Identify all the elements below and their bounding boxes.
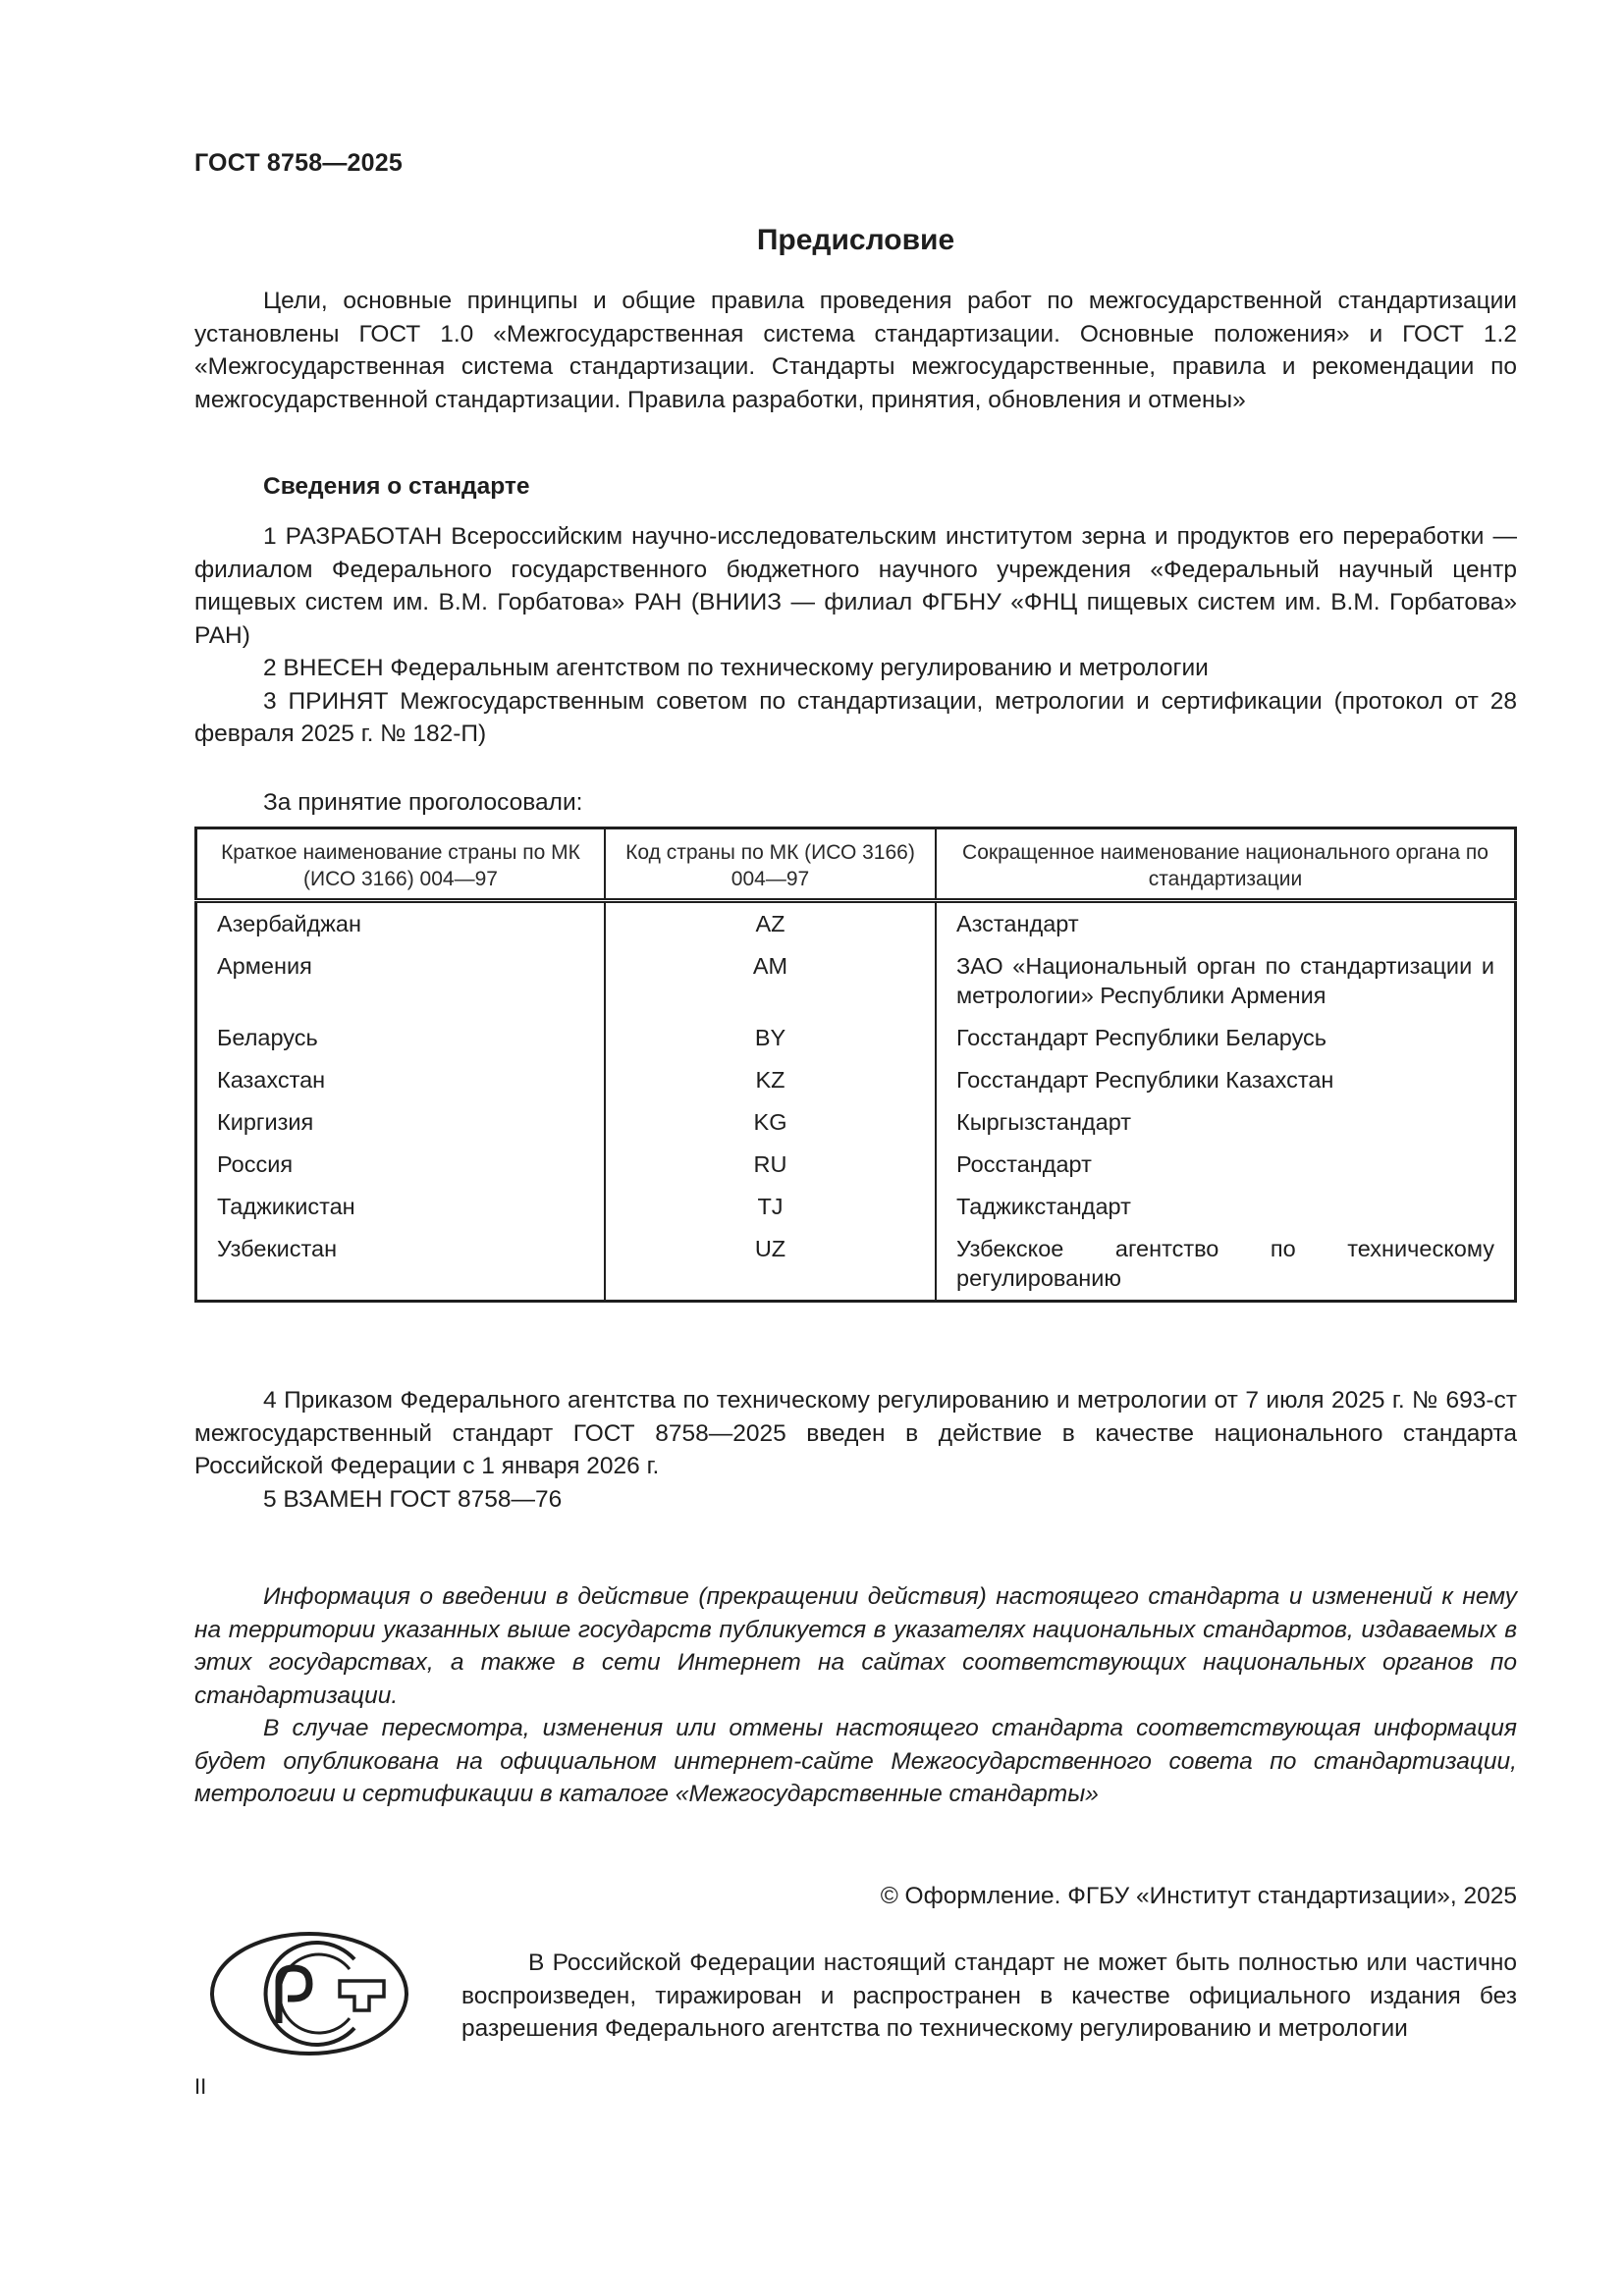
table-row (196, 1059, 1516, 1101)
copyright-line: © Оформление. ФГБУ «Институт стандартизации», 2025 (880, 1883, 1517, 1909)
column-header-country: Краткое наименование страны по МК (ИСО 3166) 004—97 (196, 828, 606, 901)
column-header-code: Код страны по МК (ИСО 3166) 004—97 (605, 828, 936, 901)
standard-info-section (194, 473, 1517, 501)
page-number: II (194, 2074, 207, 2099)
code-cell: UZ (605, 1228, 936, 1302)
info-item-3: 3 ПРИНЯТ Межгосударственным советом по стандартизации, метрологии и сертификации (протокол от 28 февраля 2025 г. № 182-П) (194, 687, 1517, 747)
code-cell: AZ (605, 901, 936, 946)
country-cell: Россия (217, 1151, 294, 1177)
gost-r-logo-icon (209, 1930, 409, 2057)
info-item-1: 1 РАЗРАБОТАН Всероссийским научно-исследовательским институтом зерна и продуктов его переработки — филиалом Федерального государственного бюджетного научного учреждения «Федеральный научный центр пищевых систем им. В.М. Горбатова» РАН (ВНИИЗ — филиал ФГБНУ «ФНЦ пищевых систем им. В.М. Горбатова» РАН) (194, 523, 1517, 649)
code-cell: BY (605, 1017, 936, 1059)
country-cell: Армения (217, 953, 312, 979)
table-header-row (196, 828, 1516, 901)
code-cell: RU (605, 1144, 936, 1186)
code-cell: KG (605, 1101, 936, 1144)
notes-section (194, 1580, 1517, 1811)
body-cell: Госстандарт Республики Беларусь (936, 1017, 1516, 1059)
standard-info-items (194, 520, 1517, 751)
note-publication: Информация о введении в действие (прекращении действия) настоящего стандарта и изменений к нему на территории указанных выше государств публикуется в указателях национальных стандартов, издаваемых в этих государствах, а также в сети Интернет на сайтах соответствующих национальных органов по стандартизации. (194, 1583, 1517, 1709)
country-cell: Азербайджан (217, 911, 361, 936)
table-row (196, 1144, 1516, 1186)
page-title: Предисловие (756, 224, 955, 256)
intro-section (194, 285, 1517, 416)
table-row (196, 901, 1516, 946)
voting-countries-table (194, 827, 1517, 1303)
body-cell: Азстандарт (936, 901, 1516, 946)
body-cell: Госстандарт Республики Казахстан (936, 1059, 1516, 1101)
standard-info-heading: Сведения о стандарте (263, 473, 530, 500)
vote-label: За принятие проголосовали: (263, 789, 583, 816)
code-cell: AM (605, 945, 936, 1017)
reproduction-notice-block (461, 1947, 1517, 2046)
body-cell: Кыргызстандарт (936, 1101, 1516, 1144)
intro-paragraph: Цели, основные принципы и общие правила проведения работ по межгосударственной стандартизации установлены ГОСТ 1.0 «Межгосударственная система стандартизации. Основные положения» и ГОСТ 1.2 «Межгосударственная система стандартизации. Стандарты межгосударственные, правила и рекомендации по межгосударственной стандартизации. Правила разработки, принятия, обновления и отмены» (194, 288, 1517, 413)
body-cell: Росстандарт (936, 1144, 1516, 1186)
body-cell: Узбекское агентство по техническому регулированию (936, 1228, 1516, 1302)
table-row (196, 1017, 1516, 1059)
country-cell: Беларусь (217, 1025, 318, 1050)
country-cell: Казахстан (217, 1067, 326, 1093)
info-item-2: 2 ВНЕСЕН Федеральным агентством по техническому регулированию и метрологии (263, 655, 1209, 681)
table-row (196, 1186, 1516, 1228)
info-item-4: 4 Приказом Федерального агентства по техническому регулированию и метрологии от 7 июля 2025 г. № 693-ст межгосударственный стандарт ГОСТ 8758—2025 введен в действие в качестве национального стандарта Российской Федерации с 1 января 2026 г. (194, 1387, 1517, 1479)
country-cell: Киргизия (217, 1109, 314, 1135)
body-cell: ЗАО «Национальный орган по стандартизации и метрологии» Республики Армения (936, 945, 1516, 1017)
enactment-section (194, 1384, 1517, 1516)
column-header-body: Сокращенное наименование национального органа по стандартизации (936, 828, 1516, 901)
country-cell: Таджикистан (217, 1194, 355, 1219)
table-row (196, 1228, 1516, 1302)
table-row (196, 945, 1516, 1017)
vote-label-block (194, 786, 1517, 820)
code-cell: TJ (605, 1186, 936, 1228)
code-cell: KZ (605, 1059, 936, 1101)
table-row (196, 1101, 1516, 1144)
reproduction-notice: В Российской Федерации настоящий стандарт не может быть полностью или частично воспроизведен, тиражирован и распространен в качестве официального издания без разрешения Федерального агентства по техническому регулированию и метрологии (461, 1949, 1517, 2042)
country-cell: Узбекистан (217, 1236, 338, 1261)
body-cell: Таджикстандарт (936, 1186, 1516, 1228)
info-item-5: 5 ВЗАМЕН ГОСТ 8758—76 (263, 1485, 563, 1513)
note-revision: В случае пересмотра, изменения или отмены настоящего стандарта соответствующая информация будет опубликована на официальном интернет-сайте Межгосударственного совета по стандартизации, метрологии и сертификации в каталоге «Межгосударственные стандарты» (194, 1715, 1517, 1807)
document-code: ГОСТ 8758—2025 (194, 149, 403, 177)
